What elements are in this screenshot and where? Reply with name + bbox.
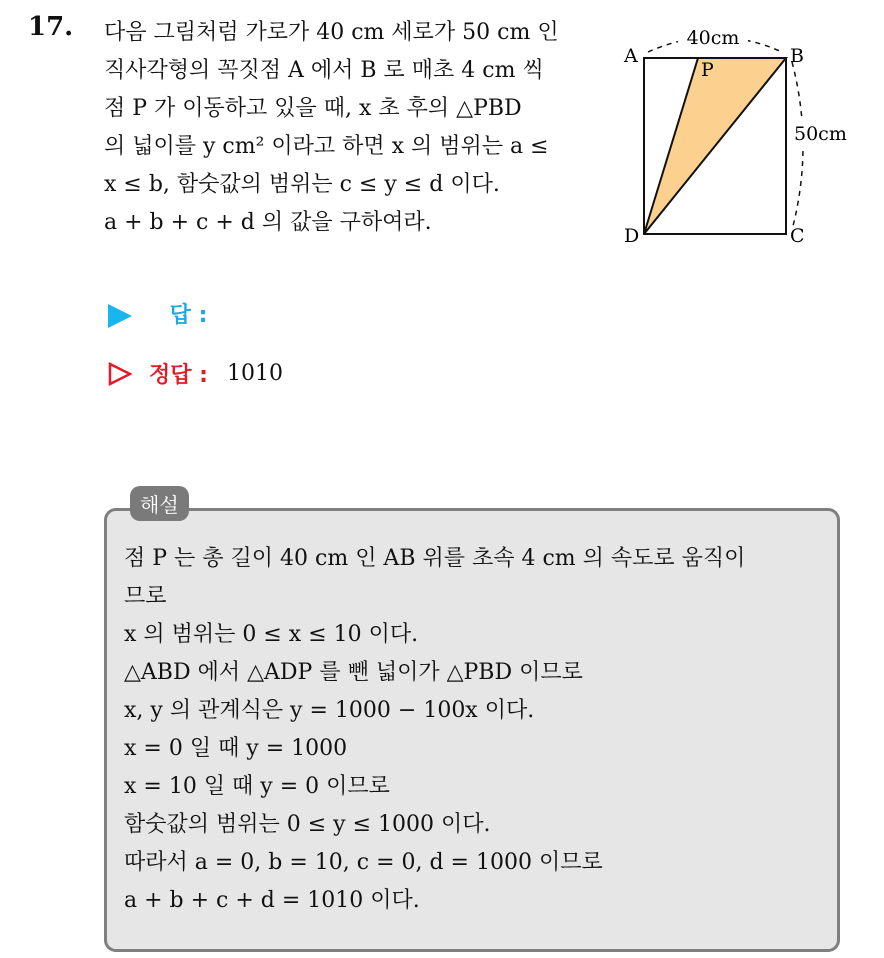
answer-marker-icon xyxy=(108,304,132,328)
solution-line: 함숫값의 범위는 0 ≤ y ≤ 1000 이다. xyxy=(124,812,491,837)
question-line: x ≤ b, 함숫값의 범위는 c ≤ y ≤ d 이다. xyxy=(104,172,500,197)
answer-row xyxy=(108,298,207,329)
width-label: 40cm xyxy=(686,27,740,49)
question-line: 직사각형의 꼭짓점 A 에서 B 로 매초 4 cm 씩 xyxy=(104,58,544,83)
rectangle-figure xyxy=(618,20,868,250)
question-number: 17. xyxy=(28,12,74,42)
solution-line: x = 10 일 때 y = 0 이므로 xyxy=(124,774,390,799)
solution-line: 점 P 는 총 길이 40 cm 인 AB 위를 초속 4 cm 의 속도로 움직이 xyxy=(124,546,746,571)
answer-label: 답 : xyxy=(169,303,208,328)
solution-line: x 의 범위는 0 ≤ x ≤ 10 이다. xyxy=(124,622,419,647)
solution-line: 따라서 a = 0, b = 10, c = 0, d = 1000 이므로 xyxy=(124,850,603,875)
question-line: 점 P 가 이동하고 있을 때, x 초 후의 △PBD xyxy=(104,96,522,121)
vertex-c-label: C xyxy=(790,225,805,247)
solution-line: △ABD 에서 △ADP 를 뺀 넓이가 △PBD 이므로 xyxy=(124,660,583,685)
solution-line: 므로 xyxy=(124,584,167,609)
vertex-a-label: A xyxy=(624,45,638,67)
vertex-d-label: D xyxy=(624,225,640,247)
question-line: a + b + c + d 의 값을 구하여라. xyxy=(104,210,432,235)
solution-text xyxy=(124,540,745,920)
vertex-b-label: B xyxy=(790,45,804,67)
height-label: 50cm xyxy=(794,123,847,145)
correct-answer-label: 정답 : xyxy=(149,363,208,388)
point-p-label: P xyxy=(701,59,714,81)
solution-line: x = 0 일 때 y = 1000 xyxy=(124,736,348,761)
question-line: 다음 그림처럼 가로가 40 cm 세로가 50 cm 인 xyxy=(104,20,559,45)
triangle-pbd xyxy=(644,58,786,234)
question-line: 의 넓이를 y cm² 이라고 하면 x 의 범위는 a ≤ xyxy=(104,134,549,159)
question-text xyxy=(104,14,604,242)
correct-answer-row xyxy=(108,358,283,389)
correct-marker-icon xyxy=(108,362,132,386)
correct-answer-value: 1010 xyxy=(226,361,283,386)
solution-line: x, y 의 관계식은 y = 1000 − 100x 이다. xyxy=(124,698,535,723)
solution-line: a + b + c + d = 1010 이다. xyxy=(124,888,420,913)
solution-tag: 해설 xyxy=(130,486,189,521)
